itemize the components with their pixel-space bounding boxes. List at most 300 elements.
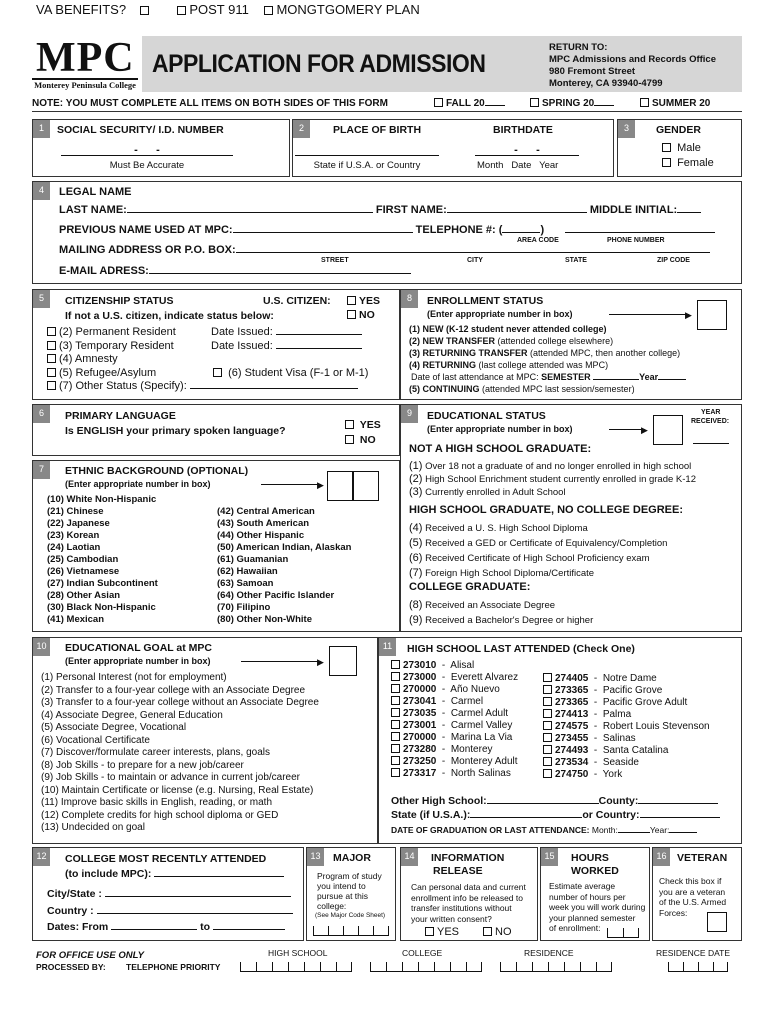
phone-number-input[interactable]	[565, 232, 715, 233]
hs-code: 273010	[403, 660, 437, 671]
last-name-label: LAST NAME:	[59, 204, 127, 216]
section-12-number: 12	[33, 848, 50, 866]
student-visa-checkbox[interactable]	[213, 368, 222, 377]
hours-desc-line: Estimate average	[549, 881, 616, 891]
goal-item: (8) Job Skills - to prepare for a new job/career	[41, 759, 244, 771]
summer-checkbox[interactable]	[640, 98, 649, 107]
va-benefits-label: VA BENEFITS?	[36, 2, 127, 17]
semester-label: SEMESTER	[541, 372, 591, 382]
hs-option-checkbox[interactable]	[391, 768, 400, 777]
gender-female	[662, 157, 714, 169]
enrollment-list	[409, 323, 686, 395]
ethnic-item: (80) Other Non-White	[217, 614, 312, 625]
phone-number-hint: PHONE NUMBER	[607, 237, 665, 244]
grad-month-input[interactable]	[618, 832, 650, 833]
hs-code: 273317	[403, 768, 437, 779]
section-15-number: 15	[541, 848, 558, 866]
hs-option-checkbox[interactable]	[391, 732, 400, 741]
goal-box[interactable]	[329, 646, 357, 676]
mailing-label: MAILING ADDRESS OR P.O. BOX:	[59, 244, 236, 256]
ethnic-item: (22) Japanese	[47, 518, 110, 529]
enroll-3-key: (3) RETURNING TRANSFER	[409, 348, 528, 358]
hs-school-name: Everett Alvarez	[450, 672, 519, 683]
term-fall	[434, 98, 505, 109]
citizen-yes-label: YES	[359, 295, 381, 307]
college-title: COLLEGE MOST RECENTLY ATTENDED	[65, 853, 267, 865]
hours-desc-line: your planned semester	[549, 912, 636, 923]
hs-school-name: Robert Louis Stevenson	[602, 721, 710, 732]
previous-name-row	[59, 224, 715, 236]
info-release-desc	[411, 882, 526, 924]
major-see: (See Major Code Sheet)	[315, 912, 386, 919]
edu-status-box[interactable]	[653, 415, 683, 445]
hs-option: 270000 - Año Nuevo	[391, 684, 518, 696]
office-residence-input[interactable]	[500, 962, 612, 972]
edu-item-5	[409, 536, 667, 551]
summer-label: SUMMER 20	[652, 98, 711, 109]
hs-option-checkbox[interactable]	[391, 660, 400, 669]
hs-grad-heading: HIGH SCHOOL GRADUATE, NO COLLEGE DEGREE:	[409, 504, 683, 516]
college-include-label: (to include MPC):	[65, 868, 152, 880]
section-birth	[292, 119, 614, 177]
college-include-row	[65, 868, 284, 880]
hs-code: 274493	[555, 745, 589, 756]
section-ethnic	[32, 460, 400, 632]
hs-option-checkbox[interactable]	[543, 697, 552, 706]
hs-school-name: Pacific Grove Adult	[602, 697, 688, 708]
hs-state-input[interactable]	[470, 817, 582, 818]
citizen-no	[347, 309, 375, 321]
ethnic-item: (62) Hawaiian	[217, 566, 278, 577]
status-7-checkbox[interactable]	[47, 381, 56, 390]
office-college-label: COLLEGE	[402, 948, 443, 958]
enrollment-title: ENROLLMENT STATUS	[427, 295, 544, 307]
edu-item-6-text: Received Certificate of High School Proficiency exam	[425, 553, 650, 564]
ethnic-box-2[interactable]	[353, 471, 379, 501]
major-code-input[interactable]	[313, 926, 389, 936]
veteran-desc-line: Check this box if	[659, 876, 722, 886]
logo-mpc: MPC	[36, 35, 135, 81]
page-title: APPLICATION FOR ADMISSION	[152, 50, 486, 78]
hs-option-checkbox[interactable]	[543, 757, 552, 766]
date-issued-label-1: Date Issued:	[211, 326, 273, 338]
other-hs-input[interactable]	[487, 803, 599, 804]
edu-item-9-num: (9)	[409, 614, 423, 626]
college-city-input[interactable]	[105, 896, 291, 897]
hs-option: 273250 - Monterey Adult	[391, 756, 518, 768]
edu-status-enter: (Enter appropriate number in box)	[427, 424, 573, 434]
edu-item-3-num: (3)	[409, 486, 423, 498]
hs-option: 273010 - Alisal	[391, 660, 518, 672]
section-info-release	[400, 847, 538, 941]
edu-item-7	[409, 566, 667, 581]
goal-arrow-line	[241, 661, 321, 662]
office-college-input[interactable]	[370, 962, 482, 972]
hours-desc	[549, 881, 645, 934]
college-country-row	[47, 905, 293, 917]
hs-option-checkbox[interactable]	[391, 708, 400, 717]
major-desc-line: pursue at this	[317, 891, 369, 901]
section-14-number: 14	[401, 848, 418, 866]
citizen-no-checkbox[interactable]	[347, 310, 356, 319]
ethnic-left-list	[47, 494, 158, 626]
office-hs-input[interactable]	[240, 962, 352, 972]
office-telephone: TELEPHONE PRIORITY	[126, 962, 221, 972]
goal-list	[41, 672, 319, 835]
date-issued-label-2: Date Issued:	[211, 340, 273, 352]
area-code-input[interactable]	[502, 232, 540, 233]
other-status-input[interactable]	[190, 388, 358, 389]
us-citizen-label: U.S. CITIZEN:	[263, 295, 331, 307]
birthdate-title: BIRTHDATE	[493, 124, 553, 136]
hs-school-name: Pacific Grove	[602, 685, 663, 696]
status-5-checkbox[interactable]	[47, 368, 56, 377]
goal-item: (10) Maintain Certificate or license (e.g. Nursing, Real Estate)	[41, 784, 314, 796]
hs-option-checkbox[interactable]	[543, 769, 552, 778]
goal-item: (9) Job Skills - to maintain or advance in current job/career	[41, 772, 301, 783]
hs-school-name: Carmel	[450, 696, 484, 707]
section-7-number: 7	[33, 461, 50, 479]
hs-country-input[interactable]	[640, 817, 720, 818]
english-yes-checkbox[interactable]	[345, 420, 354, 429]
ethnic-right-list	[217, 506, 351, 626]
hs-school-name: Carmel Adult	[450, 708, 509, 719]
not-hs-grad-list	[409, 460, 696, 499]
montgomery-checkbox[interactable]	[264, 6, 273, 15]
veteran-desc-line: of the U.S. Armed	[659, 897, 727, 907]
goal-item: (2) Transfer to a four-year college with an Associate Degree	[41, 684, 306, 696]
ethnic-item: (42) Central American	[217, 506, 315, 517]
year-received-label: YEAR	[701, 409, 721, 416]
college-from-input[interactable]	[111, 929, 197, 930]
hs-code: 273250	[403, 756, 437, 767]
hs-option: 273317 - North Salinas	[391, 768, 518, 780]
hs-school-name: Año Nuevo	[450, 684, 500, 695]
citizen-yes	[347, 295, 380, 307]
female-label: Female	[677, 157, 714, 169]
college-dates-row	[47, 921, 285, 933]
hs-school-name: Notre Dame	[602, 673, 657, 684]
date-issued-input-1[interactable]	[276, 334, 362, 335]
ethnic-item: (63) Samoan	[217, 578, 274, 589]
hs-state-label: State (if U.S.A.):	[391, 809, 471, 821]
college-to-label: to	[200, 921, 211, 933]
male-checkbox[interactable]	[662, 143, 671, 152]
hs-option-checkbox[interactable]	[543, 721, 552, 730]
goal-item: (6) Vocational Certificate	[41, 734, 150, 746]
section-ssn	[32, 119, 290, 177]
english-no-checkbox[interactable]	[345, 435, 354, 444]
goal-item: (13) Undecided on goal	[41, 822, 145, 833]
enroll-5-key: (5) CONTINUING	[409, 384, 480, 394]
enroll-2-key: (2) NEW TRANSFER	[409, 336, 495, 346]
student-visa-label: (6) Student Visa (F-1 or M-1)	[228, 367, 369, 379]
spring-label: SPRING 20	[542, 98, 595, 109]
english-yes-label: YES	[359, 419, 381, 431]
term-summer	[640, 98, 710, 109]
date-issued-input-2[interactable]	[276, 348, 362, 349]
major-title: MAJOR	[333, 852, 371, 864]
mailing-input[interactable]	[236, 252, 710, 253]
legal-name-title: LEGAL NAME	[59, 186, 132, 198]
male-label: Male	[677, 142, 701, 154]
status-4-label: (4) Amnesty	[59, 353, 118, 365]
year-received-input[interactable]	[693, 443, 729, 444]
enroll-2	[409, 335, 686, 347]
english-yes	[345, 419, 381, 431]
state-hint: STATE	[565, 257, 587, 264]
section-11-number: 11	[379, 638, 396, 656]
va-benefits-checkbox[interactable]	[140, 6, 149, 15]
hs-option-checkbox[interactable]	[543, 709, 552, 718]
section-2-number: 2	[293, 120, 310, 138]
info-desc-line: your written consent?	[411, 913, 492, 924]
county-input[interactable]	[638, 803, 718, 804]
edu-item-5-num: (5)	[409, 537, 423, 549]
college-grad-list	[409, 598, 593, 628]
goal-item: (7) Discover/formulate career interests, plans, goals	[41, 747, 270, 758]
hs-code: 273455	[555, 733, 589, 744]
ethnic-item: (30) Black Non-Hispanic	[47, 602, 156, 613]
hs-right-list	[543, 673, 710, 781]
edu-item-4	[409, 521, 667, 536]
status-3-checkbox[interactable]	[47, 341, 56, 350]
hs-option: 273455 - Salinas	[543, 733, 710, 745]
zip-hint: ZIP CODE	[657, 257, 690, 264]
hs-option: 274405 - Notre Dame	[543, 673, 710, 685]
release-yes-checkbox[interactable]	[425, 927, 434, 936]
hs-option-checkbox[interactable]	[391, 696, 400, 705]
edu-item-2-num: (2)	[409, 473, 423, 485]
language-title: PRIMARY LANGUAGE	[65, 410, 176, 422]
ethnic-item: (61) Guamanian	[217, 554, 289, 565]
hs-option-checkbox[interactable]	[391, 756, 400, 765]
hs-option-checkbox[interactable]	[543, 673, 552, 682]
goal-enter: (Enter appropriate number in box)	[65, 656, 211, 666]
year-label: Year	[639, 372, 659, 382]
hs-code: 270000	[403, 684, 437, 695]
hours-desc-line: number of hours per	[549, 891, 626, 902]
hs-code: 273365	[555, 697, 589, 708]
info-release-title-2: RELEASE	[433, 865, 483, 877]
edu-item-8	[409, 598, 593, 613]
college-grad-heading: COLLEGE GRADUATE:	[409, 581, 531, 593]
section-13-number: 13	[307, 848, 324, 866]
previous-name-label: PREVIOUS NAME USED AT MPC:	[59, 224, 233, 236]
semester-input[interactable]	[593, 379, 639, 380]
birth-place-input[interactable]	[295, 144, 439, 156]
grad-date-row	[391, 825, 697, 835]
year-input[interactable]	[658, 379, 686, 380]
hours-input[interactable]	[607, 928, 639, 938]
enroll-4	[409, 359, 686, 371]
college-name-input[interactable]	[154, 876, 284, 877]
section-16-number: 16	[653, 848, 670, 866]
post911-checkbox[interactable]	[177, 6, 186, 15]
ethnic-box-1[interactable]	[327, 471, 353, 501]
hs-option-checkbox[interactable]	[391, 672, 400, 681]
office-hs-label: HIGH SCHOOL	[268, 948, 328, 958]
office-resdate-label: RESIDENCE DATE	[656, 948, 730, 958]
hs-option: 274493 - Santa Catalina	[543, 745, 710, 757]
ethnic-item: (70) Filipino	[217, 602, 271, 613]
hs-option-checkbox[interactable]	[391, 720, 400, 729]
last-name-input[interactable]	[127, 212, 373, 213]
grad-date-label: DATE OF GRADUATION OR LAST ATTENDANCE:	[391, 825, 590, 835]
hs-option: 273534 - Seaside	[543, 757, 710, 769]
status-2-label: (2) Permanent Resident	[59, 326, 176, 338]
section-4-number: 4	[33, 182, 50, 200]
hs-option: 273001 - Carmel Valley	[391, 720, 518, 732]
county-label: County:	[598, 795, 639, 807]
email-row	[59, 265, 411, 277]
hs-left-list	[391, 660, 518, 780]
enroll-4-key: (4) RETURNING	[409, 360, 476, 370]
middle-initial-input[interactable]	[677, 212, 701, 213]
ethnic-item: (64) Other Pacific Islander	[217, 590, 335, 601]
info-desc-line: transfer institutions without	[411, 903, 512, 913]
hs-option: 274575 - Robert Louis Stevenson	[543, 721, 710, 733]
language-question: Is ENGLISH your primary spoken language?	[65, 425, 286, 437]
status-7	[47, 380, 358, 394]
ethnic-title: ETHNIC BACKGROUND (OPTIONAL)	[65, 465, 249, 477]
edu-arrow-icon: ▶	[641, 425, 648, 435]
hs-school-name: Carmel Valley	[450, 720, 513, 731]
status-4-checkbox[interactable]	[47, 354, 56, 363]
hs-option: 273041 - Carmel	[391, 696, 518, 708]
hs-country-label: or Country:	[582, 809, 640, 821]
goal-item: (3) Transfer to a four-year college without an Associate Degree	[41, 697, 319, 708]
release-yes-label: YES	[437, 926, 460, 938]
arrow-line	[609, 314, 689, 315]
post911-label: POST 911	[189, 2, 249, 17]
edu-item-1-text: Over 18 not a graduate of and no longer enrolled in high school	[425, 461, 692, 472]
hs-grad-list	[409, 521, 667, 581]
hs-school-name: Alisal	[450, 660, 475, 671]
hs-option: 273365 - Pacific Grove Adult	[543, 697, 710, 709]
hs-option-checkbox[interactable]	[543, 685, 552, 694]
ethnic-item: (28) Other Asian	[47, 590, 121, 601]
veteran-title: VETERAN	[677, 852, 728, 864]
hs-code: 274575	[555, 721, 589, 732]
ethnic-item: (50) American Indian, Alaskan	[217, 542, 352, 553]
edu-item-3-text: Currently enrolled in Adult School	[425, 487, 566, 498]
birthdate-input[interactable]: - -	[475, 144, 579, 156]
enroll-last-date	[411, 371, 686, 383]
hs-code: 273001	[403, 720, 437, 731]
hs-code: 273365	[555, 685, 589, 696]
hs-option-checkbox[interactable]	[543, 733, 552, 742]
hs-option: 273035 - Carmel Adult	[391, 708, 518, 720]
ethnic-item: (44) Other Hispanic	[217, 530, 305, 541]
hs-title: HIGH SCHOOL LAST ATTENDED (Check One)	[407, 643, 635, 655]
hs-option: 274750 - York	[543, 769, 710, 781]
ethnic-item: (25) Cambodian	[47, 554, 119, 565]
enrollment-box[interactable]	[697, 300, 727, 330]
citizen-yes-checkbox[interactable]	[347, 296, 356, 305]
hs-school-name: Monterey Adult	[450, 756, 518, 767]
hs-code: 273035	[403, 708, 437, 719]
email-input[interactable]	[149, 273, 411, 274]
mailing-row	[59, 244, 710, 256]
edu-item-1-num: (1)	[409, 460, 423, 472]
first-name-label: FIRST NAME:	[375, 204, 447, 216]
veteran-desc-line: Forces:	[659, 907, 688, 918]
if-not-citizen: If not a U.S. citizen, indicate status below:	[65, 310, 274, 322]
gender-title: GENDER	[656, 124, 701, 136]
edu-item-7-num: (7)	[409, 567, 423, 579]
edu-status-title: EDUCATIONAL STATUS	[427, 410, 546, 422]
return-to-label: RETURN TO:	[549, 42, 608, 53]
email-label: E-MAIL ADRESS:	[59, 265, 149, 277]
hours-title: HOURS	[571, 852, 609, 864]
edu-item-2	[409, 473, 696, 486]
grad-month-label: Month:	[591, 825, 618, 835]
fall-checkbox[interactable]	[434, 98, 443, 107]
enroll-3-desc: (attended MPC, then another college)	[527, 348, 681, 358]
goal-title: EDUCATIONAL GOAL at MPC	[65, 642, 213, 654]
female-checkbox[interactable]	[662, 158, 671, 167]
college-city-row	[47, 888, 291, 900]
status-3-label: (3) Temporary Resident	[59, 339, 174, 352]
hs-option-checkbox[interactable]	[391, 744, 400, 753]
section-hours	[540, 847, 650, 941]
release-no-checkbox[interactable]	[483, 927, 492, 936]
spring-checkbox[interactable]	[530, 98, 539, 107]
edu-item-8-num: (8)	[409, 599, 423, 611]
hs-option: 274413 - Palma	[543, 709, 710, 721]
ethnic-item: (41) Mexican	[47, 614, 105, 625]
edu-item-5-text: Received a GED or Certificate of Equivalency/Completion	[425, 538, 668, 549]
date-issued-2	[211, 340, 362, 352]
first-name-input[interactable]	[447, 212, 587, 213]
edu-item-6	[409, 551, 667, 566]
hs-option-checkbox[interactable]	[391, 684, 400, 693]
hs-code: 273000	[403, 672, 437, 683]
ethnic-arrow-line	[261, 484, 321, 485]
section-college	[32, 847, 304, 941]
return-line-2: 980 Fremont Street	[549, 66, 636, 77]
hs-option: 270000 - Marina La Via	[391, 732, 518, 744]
last-name-row	[59, 204, 701, 216]
section-enrollment	[400, 289, 742, 400]
edu-item-2-text: High School Enrichment student currently enrolled in grade K-12	[425, 474, 696, 485]
edu-item-6-num: (6)	[409, 552, 423, 564]
college-country-input[interactable]	[97, 913, 293, 914]
status-2-checkbox[interactable]	[47, 327, 56, 336]
enroll-2-desc: (attended college elsewhere)	[495, 336, 614, 346]
ssn-title: SOCIAL SECURITY/ I.D. NUMBER	[57, 124, 224, 136]
grad-year-input[interactable]	[669, 832, 697, 833]
previous-name-input[interactable]	[233, 232, 413, 233]
montgomery-label: MONGTGOMERY PLAN	[276, 2, 420, 17]
birth-place-hint: State if U.S.A. or Country	[313, 160, 421, 171]
office-resdate-input[interactable]	[668, 962, 728, 972]
ethnic-item: (24) Laotian	[47, 542, 101, 553]
logo-block	[32, 36, 142, 92]
goal-item: (4) Associate Degree, General Education	[41, 709, 223, 721]
goal-item: (1) Personal Interest (not for employment)	[41, 672, 227, 683]
hs-code: 273041	[403, 696, 437, 707]
veteran-checkbox[interactable]	[707, 912, 727, 932]
enroll-5-desc: (attended MPC last session/semester)	[479, 384, 635, 394]
section-veteran	[652, 847, 742, 941]
college-to-input[interactable]	[213, 929, 285, 930]
ethnic-item: (23) Korean	[47, 530, 100, 541]
hs-option-checkbox[interactable]	[543, 745, 552, 754]
ssn-input[interactable]: - -	[61, 144, 233, 156]
edu-arrow-line	[609, 429, 645, 430]
